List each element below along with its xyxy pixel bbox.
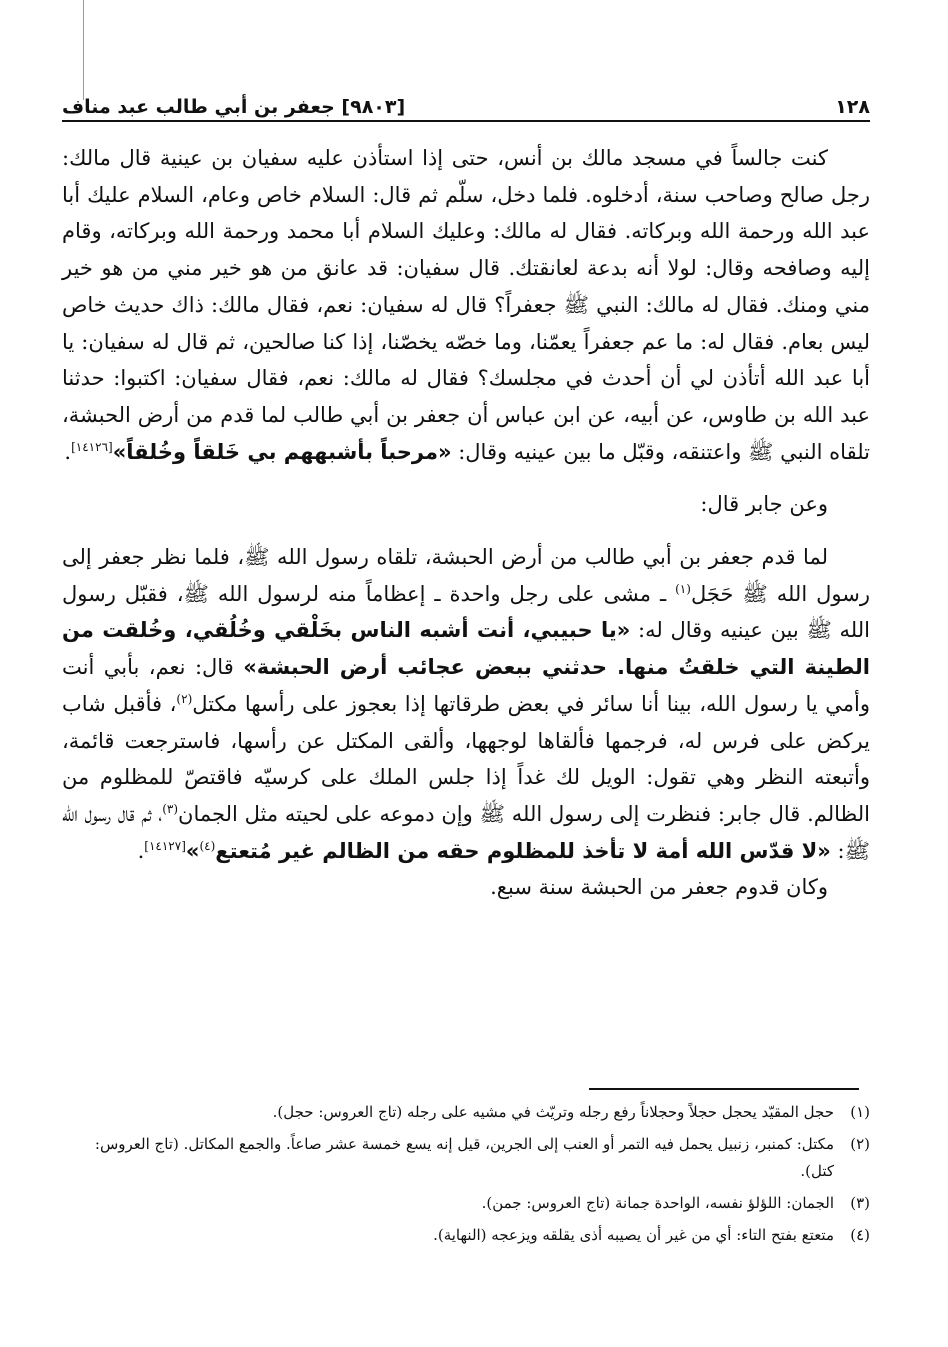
paragraph-3-text-a: لما قدم جعفر بن أبي طالب من أرض الحبشة، تلقاه رسول الله ﷺ، فلما نظر جعفر إلى رسول الله ﷺ حَجَل	[62, 545, 870, 606]
footnotes	[62, 1099, 870, 1254]
footnote-marker-1: (١)	[675, 581, 691, 596]
footnote-text: حجل المقيّد يحجل حجلاً وحجلاناً رفع رجله وتريّث في مشيه على رجله (تاج العروس: حجل).	[272, 1103, 834, 1121]
footnote-marker-4: (٤)	[199, 838, 216, 853]
footnote-number: (١)	[850, 1103, 870, 1121]
footnote-1	[62, 1099, 870, 1126]
reference-number: [١٤١٢٦]	[71, 439, 113, 454]
paragraph-1	[62, 140, 870, 470]
paragraph-2: وعن جابر قال:	[700, 492, 828, 517]
paragraph-1-text: كنت جالساً في مسجد مالك بن أنس، حتى إذا استأذن عليه سفيان بن عينية قال مالك: رجل صالح وصاحب سنة، أدخلوه. فلما دخل، سلّم ثم قال: السلام خاص وعام، السلام عليك أبا عبد الله ورحمة الله وبركاته. فقال له مالك: وعليك السلام أبا محمد ورحمة الله وبركاته، وقام إليه وصافحه وقال: لولا أنه بدعة لعانقتك. قال سفيان: قد عانق من هو خير مني من هو خير مني ومنك. فقال له مالك: النبي ﷺ جعفراً؟ قال له سفيان: نعم، فقال مالك: ذاك حديث خاص ليس بعام. فقال له: ما عم جعفراً يعمّنا، وما خصّه يخصّنا، إذا كنا صالحين، ثم قال له سفيان: يا أبا عبد الله أتأذن لي أن أحدث في مجلسك؟ فقال له مالك: نعم، فقال سفيان: اكتبوا: حدثنا عبد الله بن طاوس، عن أبيه، عن ابن عباس أن جعفر بن أبي طالب لما قدم من أرض الحبشة، تلقاه النبي ﷺ واعتنقه، وقبّل ما بين عينيه وقال:	[62, 146, 870, 464]
page-number: ١٢٨	[835, 96, 870, 118]
hadith-quote-3: «لا قدّس الله أمة لا تأخذ للمظلوم حقه من الظالم غير مُتعتع	[215, 838, 831, 863]
footnote-number: (٤)	[850, 1226, 870, 1244]
reference-number: [١٤١٢٧]	[144, 838, 186, 853]
paragraph-3-text-b: ـ مشى على رجل واحدة ـ إعظاماً منه لرسول الله ﷺ، فقبّل رسول الله ﷺ بين عينيه وقال له:	[62, 581, 870, 643]
paragraph-3-text-e: ، ثم قال رسول الله ﷺ:	[62, 801, 870, 863]
sentence-end: .	[64, 439, 72, 464]
footnote-number: (٢)	[850, 1135, 870, 1153]
main-text	[62, 140, 870, 906]
footnote-number: (٣)	[850, 1194, 870, 1212]
paragraph-3-text-d: ، فأقبل شاب يركض على فرس له، فرجمها فألقاها لوجهها، وألقى المكتل عن رأسها، فاسترجعت قائمة، وأتبعته النظر وهي تقول: الويل لك غداً إذا جلس الملك على كرسيّه فاقتصّ للمظلوم من الظالم. قال جابر: فنظرت إلى رسول الله ﷺ وإن دموعه على لحيته مثل الجمان	[62, 691, 870, 826]
header-rule	[62, 120, 870, 122]
running-title: [٩٨٠٣] جعفر بن أبي طالب عبد مناف	[62, 96, 406, 118]
footnote-marker-3: (٣)	[162, 801, 179, 816]
paragraph-4: وكان قدوم جعفر من الحبشة سنة سبع.	[490, 875, 828, 900]
footnote-3	[62, 1190, 870, 1217]
paragraph-3-text-c: قال: نعم، بأبي أنت وأمي يا رسول الله، بينا أنا سائر في بعض طرقاتها إذا بعجوز على رأسها مكتل	[62, 655, 870, 716]
hadith-quote-2: «يا حبيبي، أنت أشبه الناس بخَلْقي وخُلُقي، وخُلقت من الطينة التي خلقتُ منها. حدثني ببعض عجائب أرض الحبشة»	[62, 618, 870, 680]
footnote-2	[62, 1131, 870, 1185]
footnote-text: متعتع بفتح التاء: أي من غير أن يصيبه أذى يقلقه ويزعجه (النهاية).	[433, 1226, 834, 1244]
hadith-quote-1: «مرحباً بأشبههم بي خَلقاً وخُلقاً»	[112, 439, 452, 464]
footnote-marker-2: (٢)	[176, 691, 193, 706]
paragraph-3	[62, 539, 870, 869]
footnote-rule	[589, 1088, 859, 1090]
sentence-end: .	[137, 838, 145, 863]
page-header	[62, 84, 870, 118]
quote-close: »	[185, 838, 200, 863]
footnote-text: مكتل: كمنبر، زنبيل يحمل فيه التمر أو العنب إلى الجرين، قيل إنه يسع خمسة عشر صاعاً. والجمع المكاتل. (تاج العروس: كتل).	[94, 1135, 834, 1180]
footnote-4	[62, 1222, 870, 1249]
footnote-text: الجمان: اللؤلؤ نفسه، الواحدة جمانة (تاج العروس: جمن).	[481, 1194, 834, 1212]
